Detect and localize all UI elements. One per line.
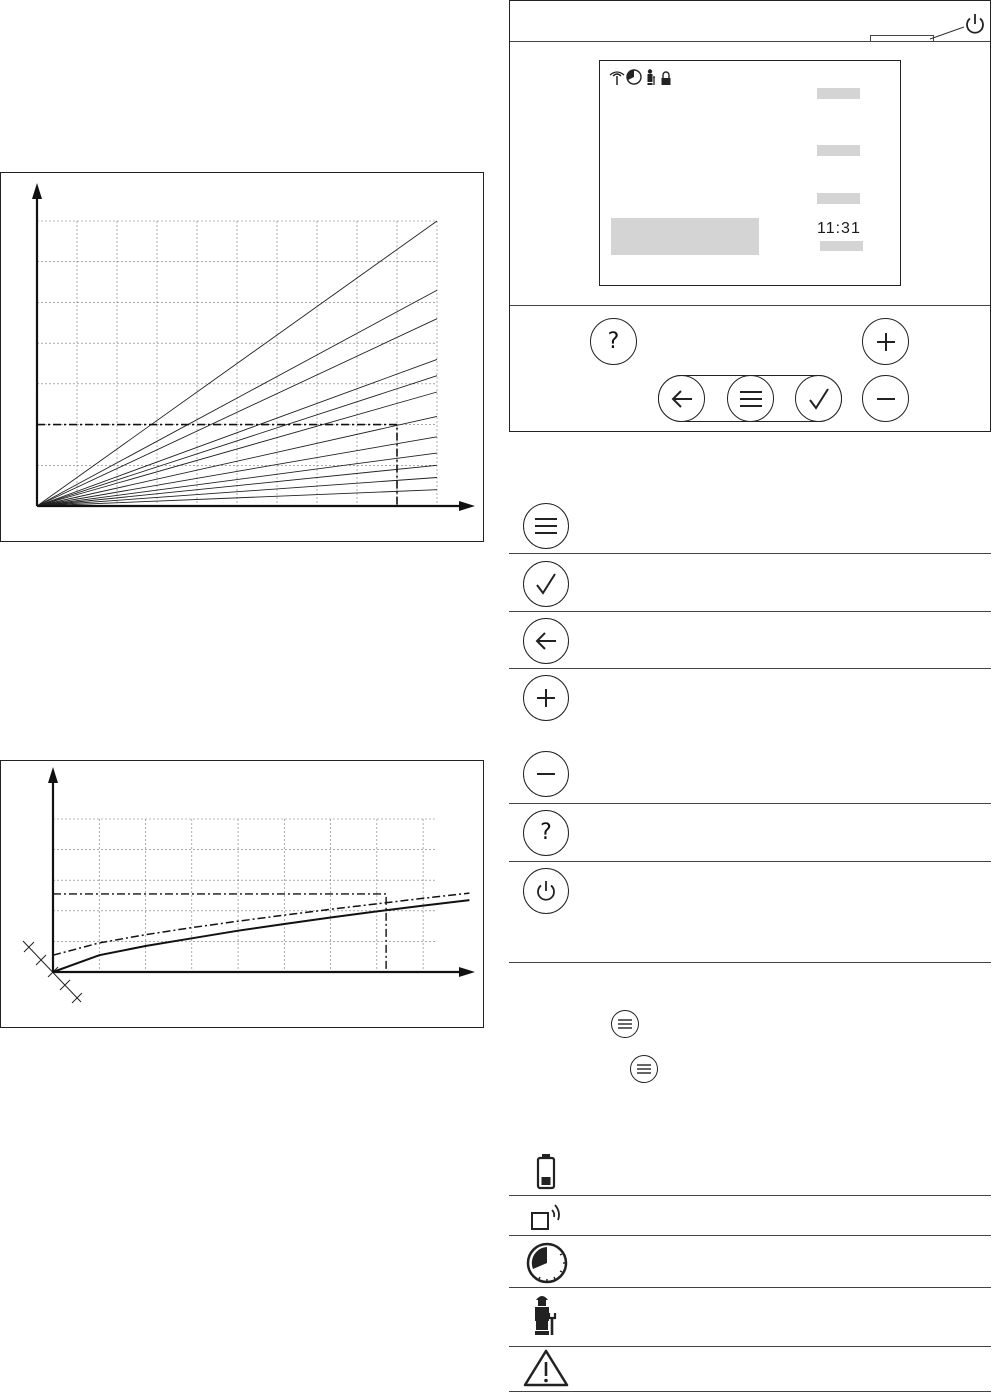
legend-divider	[509, 611, 991, 612]
power-indicator-slot	[870, 35, 934, 42]
x-axis-arrowhead	[459, 501, 475, 511]
minus-icon	[535, 763, 557, 785]
legend-divider	[509, 861, 991, 862]
legend-menu-button	[523, 503, 569, 549]
menu-icon	[534, 517, 558, 535]
installer-icon	[648, 69, 656, 85]
legend-minus-button	[523, 751, 569, 797]
wireless-signal-icon	[528, 1200, 568, 1239]
plus-icon	[535, 687, 557, 709]
ok-button[interactable]	[795, 375, 842, 422]
back-arrow-icon	[670, 389, 694, 409]
battery-icon	[533, 1152, 559, 1197]
power-icon	[533, 878, 559, 904]
display-value-4	[820, 241, 863, 251]
adaptation-curve-chart-svg	[1, 761, 485, 1029]
legend-ok-button	[523, 561, 569, 607]
panel-bottom-divider	[510, 305, 990, 306]
heating-curve-line-1	[37, 221, 437, 506]
warning-triangle-icon	[522, 1348, 570, 1393]
question-icon: ?	[540, 820, 552, 845]
menu-icon	[618, 1019, 632, 1029]
check-icon	[534, 572, 558, 596]
legend-power-button	[523, 868, 569, 914]
symbol-divider	[509, 1346, 991, 1347]
symbol-divider	[509, 1287, 991, 1288]
installer-icon	[532, 1291, 562, 1344]
symbol-divider	[509, 1195, 991, 1196]
heating-curve-chart	[0, 172, 484, 542]
power-icon	[962, 11, 988, 37]
y-axis-arrowhead	[32, 183, 42, 199]
plus-icon	[875, 331, 897, 353]
minus-button[interactable]	[862, 375, 909, 422]
timer-clock-icon	[627, 70, 641, 84]
y-axis-arrowhead	[48, 767, 58, 783]
lock-icon	[662, 72, 671, 85]
heating-curve-chart-svg	[1, 173, 485, 543]
antenna-icon	[610, 72, 624, 85]
timer-clock-icon	[525, 1241, 569, 1290]
adaptation-curve-chart	[0, 760, 484, 1028]
question-icon: ?	[607, 328, 620, 354]
symbol-divider	[509, 1235, 991, 1236]
legend-divider	[509, 553, 991, 554]
display-time: 11:31	[817, 220, 861, 237]
display-selection-bar	[611, 218, 759, 255]
display-value-1	[817, 88, 860, 99]
plus-button[interactable]	[862, 318, 909, 365]
help-button[interactable]	[590, 318, 637, 365]
legend-divider	[509, 668, 991, 669]
curve-dash-dot	[53, 893, 469, 955]
x-axis-arrowhead	[459, 967, 475, 977]
back-button[interactable]	[658, 375, 705, 422]
legend-divider	[509, 803, 991, 804]
display-value-2	[817, 145, 860, 156]
menu-icon	[637, 1064, 651, 1074]
menu-icon	[739, 390, 763, 408]
legend-back-button	[523, 618, 569, 664]
display-value-3	[817, 193, 860, 204]
legend-divider	[509, 962, 991, 963]
minus-icon	[875, 388, 897, 410]
check-icon	[807, 387, 831, 411]
power-button[interactable]	[962, 11, 988, 37]
inline-menu-icon-1	[611, 1010, 639, 1038]
inline-menu-icon-2	[630, 1055, 658, 1083]
display-status-icons	[608, 68, 688, 88]
legend-plus-button	[523, 675, 569, 721]
back-arrow-icon	[534, 631, 558, 651]
legend-help-button	[523, 810, 569, 856]
menu-button[interactable]	[727, 375, 774, 422]
